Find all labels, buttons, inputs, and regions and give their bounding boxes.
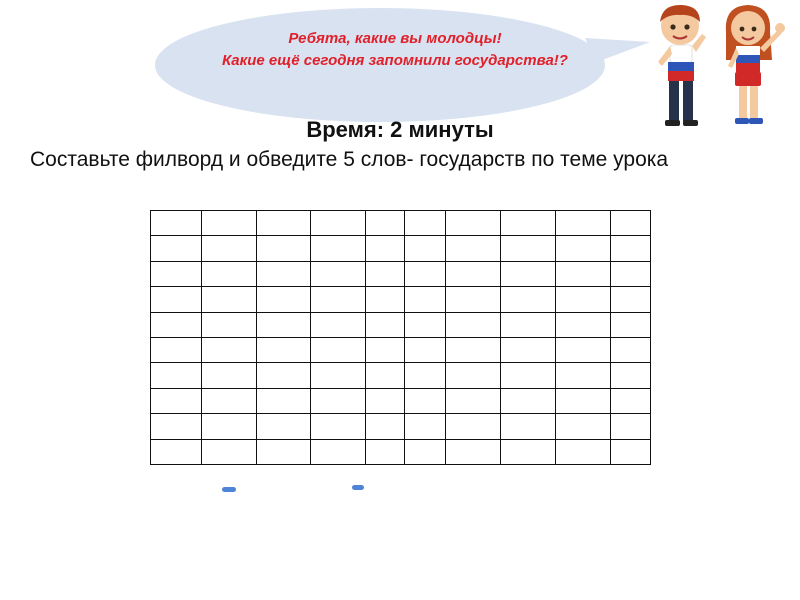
grid-cell[interactable] [311,261,366,286]
grid-cell[interactable] [556,312,611,337]
grid-cell[interactable] [611,261,651,286]
grid-cell[interactable] [311,388,366,413]
grid-row [151,337,651,362]
grid-cell[interactable] [501,312,556,337]
blue-mark-right [352,485,364,490]
grid-cell[interactable] [151,261,202,286]
grid-cell[interactable] [257,439,311,464]
grid-cell[interactable] [311,236,366,261]
grid-cell[interactable] [611,363,651,388]
grid-cell[interactable] [257,388,311,413]
grid-cell[interactable] [366,312,405,337]
grid-cell[interactable] [366,211,405,236]
grid-cell[interactable] [501,439,556,464]
grid-cell[interactable] [611,337,651,362]
grid-cell[interactable] [311,312,366,337]
grid-cell[interactable] [366,261,405,286]
grid-row [151,287,651,312]
speech-bubble [0,0,660,130]
grid-cell[interactable] [311,414,366,439]
grid-cell[interactable] [501,414,556,439]
grid-cell[interactable] [405,388,446,413]
boy-and-girl-cartoon-icon [640,0,800,135]
grid-cell[interactable] [501,211,556,236]
grid-row [151,312,651,337]
grid-cell[interactable] [446,261,501,286]
girl-figure-icon [726,5,785,124]
grid-cell[interactable] [446,439,501,464]
grid-cell[interactable] [311,337,366,362]
grid-row [151,414,651,439]
task-instruction: Составьте филворд и обведите 5 слов- государств по теме урока [30,148,669,171]
grid-cell[interactable] [611,236,651,261]
grid-cell[interactable] [556,211,611,236]
grid-cell[interactable] [311,287,366,312]
grid-cell[interactable] [202,414,257,439]
grid-cell[interactable] [202,363,257,388]
grid-cell[interactable] [202,211,257,236]
grid-cell[interactable] [151,287,202,312]
grid-cell[interactable] [556,439,611,464]
grid-cell[interactable] [202,439,257,464]
grid-cell[interactable] [446,312,501,337]
grid-cell[interactable] [611,211,651,236]
grid-cell[interactable] [366,236,405,261]
grid-cell[interactable] [446,236,501,261]
grid-cell[interactable] [202,236,257,261]
grid-cell[interactable] [257,337,311,362]
bubble-line-2: Какие ещё сегодня запомнили государства!? [222,52,568,69]
grid-row [151,388,651,413]
grid-cell[interactable] [556,363,611,388]
filword-grid [150,210,651,465]
grid-cell[interactable] [151,211,202,236]
grid-cell[interactable] [202,287,257,312]
grid-cell[interactable] [366,287,405,312]
grid-cell[interactable] [366,337,405,362]
grid-row [151,439,651,464]
grid-cell[interactable] [501,337,556,362]
grid-row [151,236,651,261]
bubble-line-1: Ребята, какие вы молодцы! [288,30,502,47]
grid-cell[interactable] [311,363,366,388]
grid-row [151,211,651,236]
grid-cell[interactable] [611,287,651,312]
grid-cell[interactable] [446,363,501,388]
grid-cell[interactable] [501,287,556,312]
grid-cell[interactable] [405,211,446,236]
grid-cell[interactable] [501,236,556,261]
grid-cell[interactable] [202,337,257,362]
bubble-text [170,28,620,72]
grid-cell[interactable] [151,236,202,261]
grid-cell[interactable] [405,312,446,337]
grid-cell[interactable] [151,337,202,362]
grid-cell[interactable] [202,312,257,337]
grid-cell[interactable] [556,261,611,286]
grid-cell[interactable] [257,287,311,312]
grid-cell[interactable] [202,261,257,286]
grid-cell[interactable] [405,363,446,388]
grid-cell[interactable] [405,439,446,464]
grid-cell[interactable] [202,388,257,413]
grid-cell[interactable] [446,211,501,236]
grid-cell[interactable] [366,414,405,439]
grid-cell[interactable] [405,261,446,286]
grid-cell[interactable] [311,211,366,236]
grid-cell[interactable] [501,388,556,413]
boy-figure-icon [658,5,706,126]
grid-cell[interactable] [151,439,202,464]
grid-cell[interactable] [501,363,556,388]
grid-cell[interactable] [257,211,311,236]
grid-cell[interactable] [311,439,366,464]
grid-cell[interactable] [257,261,311,286]
grid-cell[interactable] [556,388,611,413]
grid-cell[interactable] [446,337,501,362]
grid-cell[interactable] [446,287,501,312]
grid-cell[interactable] [151,363,202,388]
grid-row [151,363,651,388]
grid-cell[interactable] [556,287,611,312]
grid-cell[interactable] [611,439,651,464]
grid-cell[interactable] [405,287,446,312]
grid-cell[interactable] [257,312,311,337]
grid-cell[interactable] [257,363,311,388]
grid-cell[interactable] [366,439,405,464]
grid-cell[interactable] [556,236,611,261]
grid-cell[interactable] [151,388,202,413]
grid-cell[interactable] [405,337,446,362]
grid-cell[interactable] [366,388,405,413]
grid-cell[interactable] [611,414,651,439]
grid-cell[interactable] [446,414,501,439]
grid-cell[interactable] [611,312,651,337]
grid-row [151,261,651,286]
grid-cell[interactable] [257,236,311,261]
page-title: Время: 2 минуты [306,117,494,142]
grid-cell[interactable] [405,414,446,439]
blue-mark-left [222,487,236,492]
grid-cell[interactable] [446,388,501,413]
grid-cell[interactable] [611,388,651,413]
grid-cell[interactable] [501,261,556,286]
grid-cell[interactable] [405,236,446,261]
grid-cell[interactable] [366,363,405,388]
grid-cell[interactable] [556,337,611,362]
grid-cell[interactable] [556,414,611,439]
grid-cell[interactable] [151,312,202,337]
grid-cell[interactable] [151,414,202,439]
grid-cell[interactable] [257,414,311,439]
